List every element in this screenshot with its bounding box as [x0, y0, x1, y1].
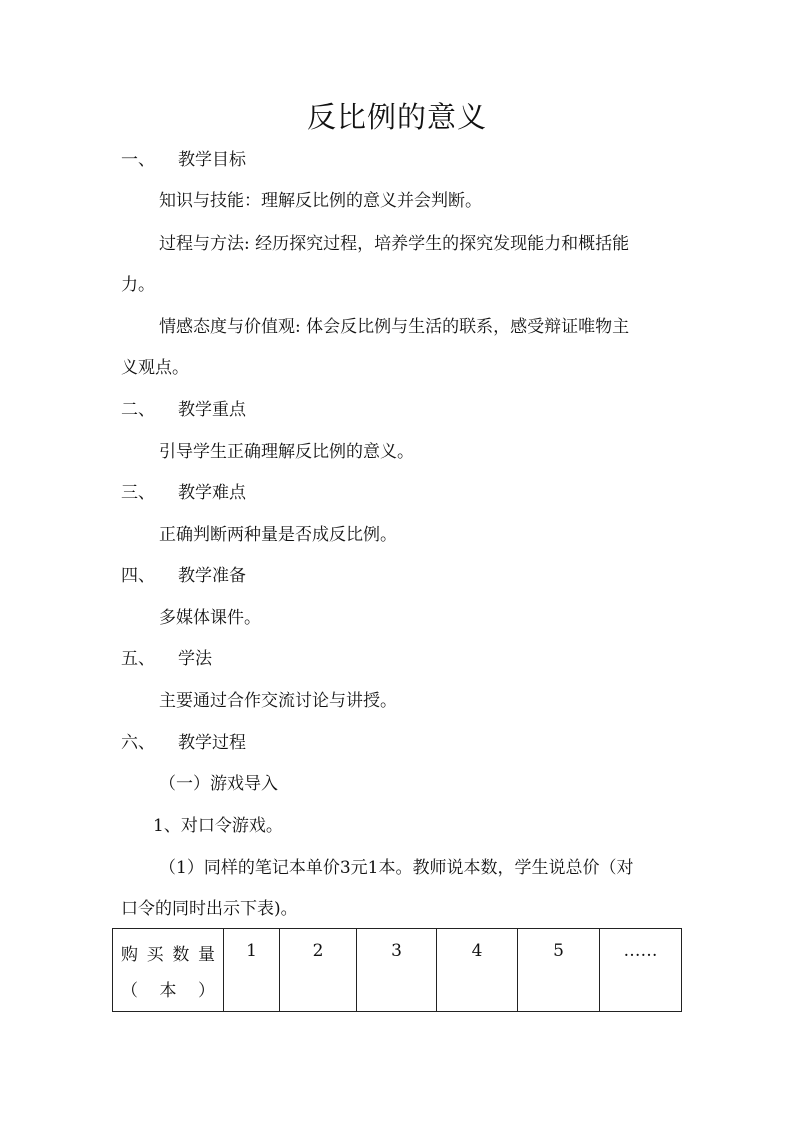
table-cell: 1 — [224, 929, 280, 1012]
key-point: 引导学生正确理解反比例的意义。 — [159, 442, 414, 462]
table-header-cell: 购买数量（本） — [113, 929, 224, 1012]
section-label: 教学目标 — [178, 150, 246, 170]
goal-process-line-2: 力。 — [121, 275, 155, 295]
price-table — [112, 928, 682, 1012]
process-desc-line-1: （1）同样的笔记本单价3元1本。教师说本数，学生说总价（对 — [159, 858, 634, 878]
section-number: 二、 — [121, 400, 155, 420]
goal-emotion-line-2: 义观点。 — [121, 358, 189, 378]
goal-process-line-1: 过程与方法: 经历探究过程，培养学生的探究发现能力和概括能 — [159, 234, 630, 254]
process-desc-line-2: 口令的同时出示下表)。 — [121, 899, 298, 919]
table-cell: 2 — [280, 929, 357, 1012]
method: 主要通过合作交流讨论与讲授。 — [159, 691, 397, 711]
table-row — [113, 929, 682, 1012]
section-label: 教学难点 — [178, 483, 246, 503]
process-item: 1、对口令游戏。 — [153, 816, 283, 836]
table-cell: 3 — [357, 929, 437, 1012]
table-cell: 5 — [518, 929, 600, 1012]
goal-knowledge: 知识与技能：理解反比例的意义并会判断。 — [159, 191, 482, 211]
process-subheading: （一）游戏导入 — [159, 774, 278, 794]
section-label: 学法 — [178, 649, 212, 669]
section-number: 五、 — [121, 649, 155, 669]
table-cell: 4 — [437, 929, 518, 1012]
preparation: 多媒体课件。 — [159, 608, 261, 628]
section-number: 一、 — [121, 150, 155, 170]
section-label: 教学过程 — [178, 733, 246, 753]
section-label: 教学重点 — [178, 400, 246, 420]
section-number: 六、 — [121, 733, 155, 753]
page-title: 反比例的意义 — [306, 100, 487, 134]
table-cell: …… — [600, 929, 682, 1012]
section-number: 三、 — [121, 483, 155, 503]
section-number: 四、 — [121, 566, 155, 586]
goal-emotion-line-1: 情感态度与价值观: 体会反比例与生活的联系，感受辩证唯物主 — [159, 317, 630, 337]
section-label: 教学准备 — [178, 566, 246, 586]
difficulty: 正确判断两种量是否成反比例。 — [159, 525, 397, 545]
